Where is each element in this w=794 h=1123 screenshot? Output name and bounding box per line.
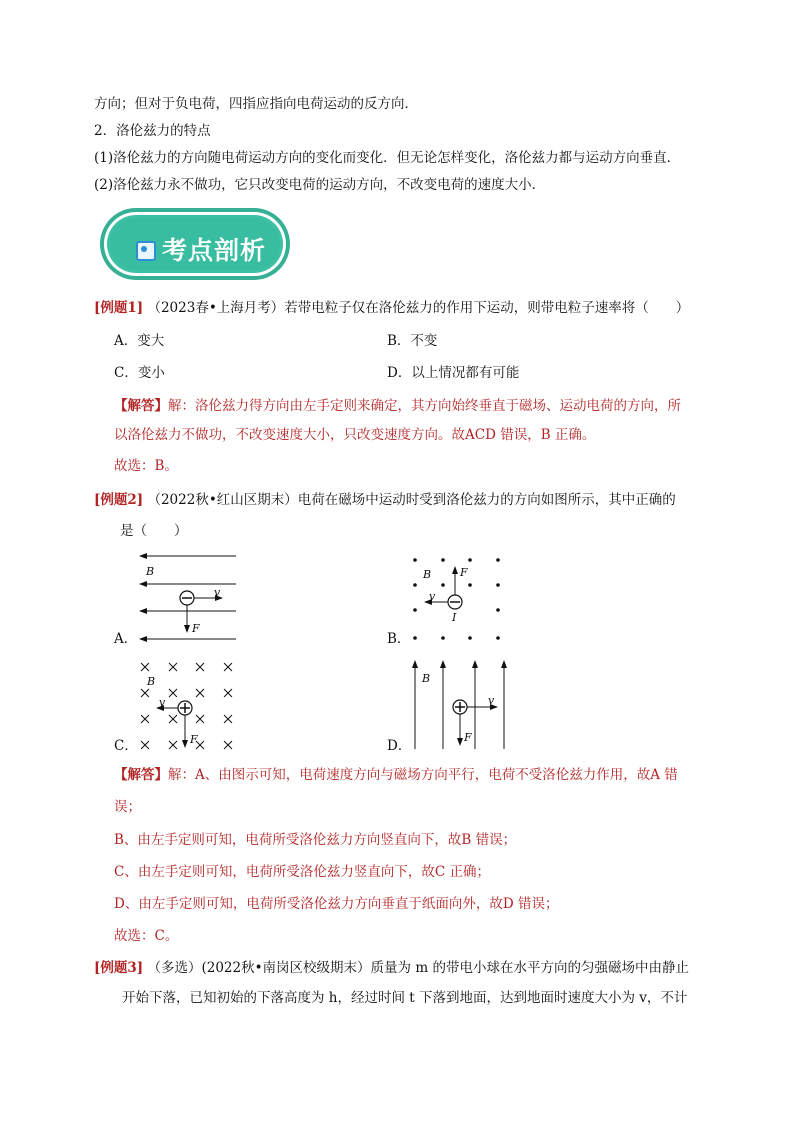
example-3-question-line-1 [94,958,689,978]
figure-b [405,554,515,644]
feature-point-2: (2)洛伦兹力永不做功，它只改变电荷的运动方向，不改变电荷的速度大小． [94,177,546,193]
example-2-answer-d: D、由左手定则可知，电荷所受洛伦兹力方向垂直于纸面向外，故D 错误； [114,896,559,912]
figure-a-f-label: F [192,622,200,635]
figure-b-v-label: v [429,590,436,603]
example-2-answer-tag: 【解答】 [114,767,168,783]
example-2-answer-c: C、由左手定则可知，电荷所受洛伦兹力竖直向下，故C 正确； [114,864,490,880]
example-1-answer-line-2: 以洛伦兹力不做功，不改变速度大小，只改变速度方向。故ACD 错误，B 正确。 [114,427,596,443]
example-2-question-line-2: 是（ ） [120,523,188,539]
figure-b-i-label: I [452,611,457,624]
figure-c-f-label: F [190,733,198,746]
figure-b-f-label: F [460,566,468,579]
example-3-text: （多选）(2022秋•南岗区校级期末）质量为 m 的带电小球在水平方向的匀强磁场中由静止 [147,960,689,976]
badge-title: 考点剖析 [162,236,267,265]
example-1-option-b: B．不变 [387,333,438,349]
badge-inner [110,218,280,270]
example-2-choice: 故选：C。 [114,928,179,944]
figure-d-label: D． [387,738,412,754]
example-1-question [94,298,689,318]
example-2-answer-b: B、由左手定则可知，电荷所受洛伦兹力方向竖直向下，故B 错误； [114,832,517,848]
example-2-answer-line-1 [114,765,678,785]
figure-c [135,657,245,752]
example-1-option-a: A．变大 [114,333,165,349]
example-2-answer-a: 解：A、由图示可知，电荷速度方向与磁场方向平行，电荷不受洛伦兹力作用，故A 错 [168,767,678,783]
example-1-answer-line-1 [114,396,681,416]
figure-c-label: C． [114,738,138,754]
feature-point-1: (1)洛伦兹力的方向随电荷运动方向的变化而变化．但无论怎样变化，洛伦兹力都与运动方向垂直． [94,150,681,166]
example-2-text: （2022秋•红山区期末）电荷在磁场中运动时受到洛伦兹力的方向如图所示，其中正确的 [147,492,676,508]
figure-b-label: B． [387,631,411,647]
figure-c-b-label: B [147,675,156,688]
figure-d [405,657,515,752]
magnifier-icon [136,241,156,261]
figure-d-f-label: F [464,731,472,744]
example-2-tag: [例题2] [94,492,144,508]
figure-c-v-label: v [159,696,166,709]
figure-a-v-label: v [214,586,221,599]
figure-d-b-label: B [422,672,431,685]
example-1-text: （2023春•上海月考）若带电粒子仅在洛伦兹力的作用下运动，则带电粒子速率将（ ） [147,300,690,316]
example-2-answer-a-cont: 误； [114,799,141,815]
example-1-option-c: C．变小 [114,365,165,381]
figure-d-v-label: v [488,694,495,707]
example-1-choice: 故选：B。 [114,458,178,474]
example-1-tag: [例题1] [94,300,144,316]
section-badge [104,212,286,276]
example-1-answer-text: 解：洛伦兹力得方向由左手定则来确定，其方向始终垂直于磁场、运动电荷的方向，所 [168,398,681,414]
figure-a-label: A． [114,631,138,647]
intro-line: 方向；但对于负电荷，四指应指向电荷运动的反方向． [94,96,418,112]
figure-a [130,550,250,650]
figure-a-b-label: B [146,565,155,578]
example-1-answer-tag: 【解答】 [114,398,168,414]
example-3-tag: [例题3] [94,960,144,976]
example-2-question-line-1 [94,490,676,510]
example-1-option-d: D．以上情况都有可能 [387,365,520,381]
example-3-question-line-2: 开始下落，已知初始的下落高度为 h，经过时间 t 下落到地面，达到地面时速度大小为 v，不计 [122,990,688,1006]
figure-b-b-label: B [423,568,432,581]
section-heading: 2．洛伦兹力的特点 [94,123,211,139]
